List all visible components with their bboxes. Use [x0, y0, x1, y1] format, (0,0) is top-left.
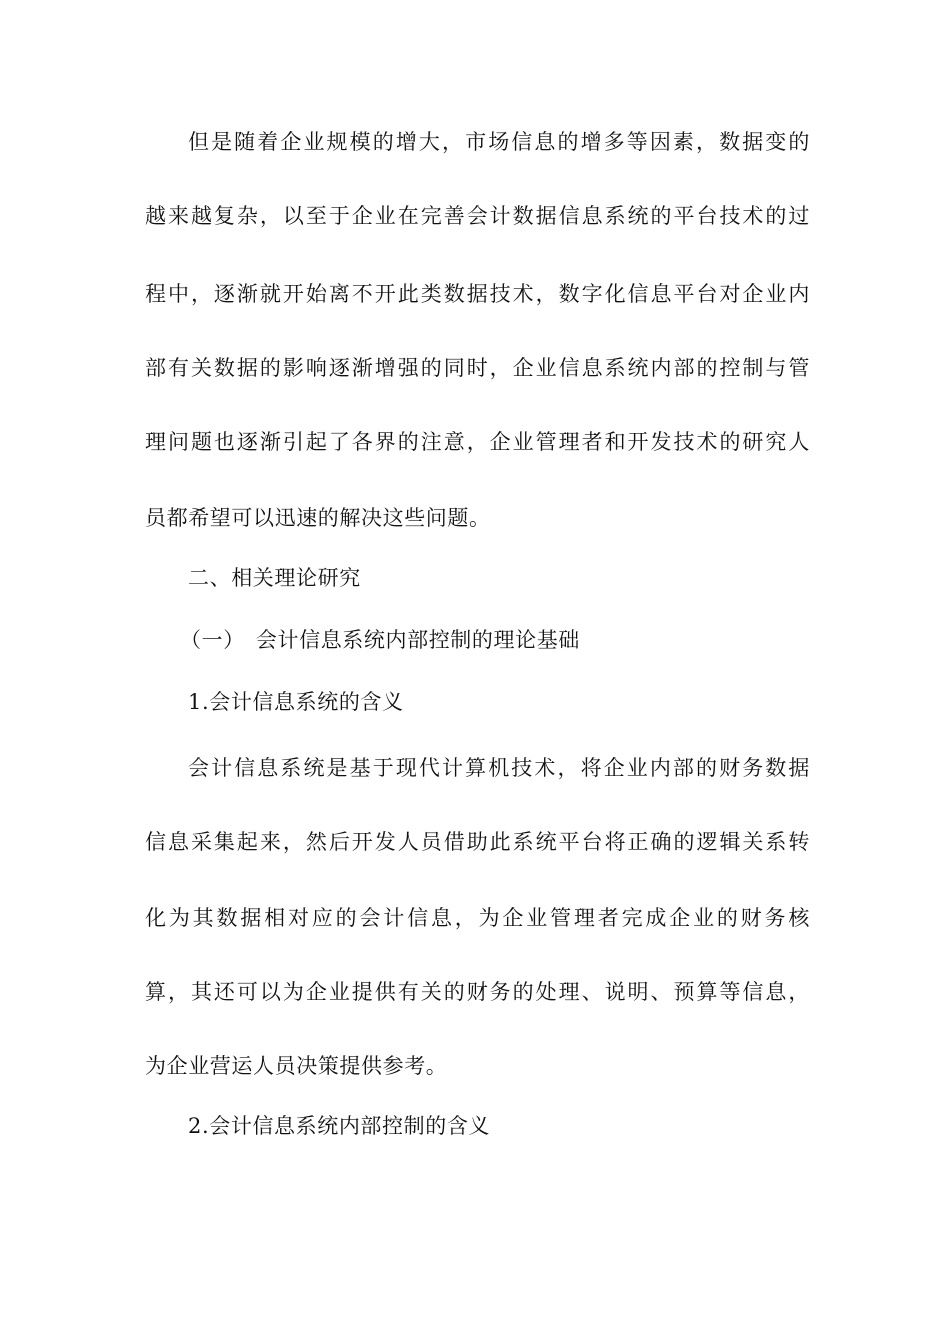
paragraph-1-line-1: 但是随着企业规模的增大，市场信息的增多等因素，数据变的	[188, 130, 810, 154]
item-heading-1: 1.会计信息系统的含义	[188, 690, 404, 714]
paragraph-1-line-4: 部有关数据的影响逐渐增强的同时，企业信息系统内部的控制与管	[145, 356, 810, 380]
paragraph-1-line-6: 员都希望可以迅速的解决这些问题。	[145, 506, 491, 530]
paragraph-1-line-2: 越来越复杂，以至于企业在完善会计数据信息系统的平台技术的过	[145, 204, 810, 228]
paragraph-2-line-5: 为企业营运人员决策提供参考。	[145, 1054, 448, 1078]
subsection-heading-1: （一） 会计信息系统内部控制的理论基础	[180, 628, 580, 652]
paragraph-1-line-5: 理问题也逐渐引起了各界的注意，企业管理者和开发技术的研究人	[145, 430, 810, 454]
paragraph-1-line-3: 程中，逐渐就开始离不开此类数据技术，数字化信息平台对企业内	[145, 282, 810, 306]
paragraph-2-line-1: 会计信息系统是基于现代计算机技术，将企业内部的财务数据	[188, 756, 810, 780]
paragraph-2-line-4: 算，其还可以为企业提供有关的财务的处理、说明、预算等信息，	[145, 980, 810, 1004]
item-heading-2: 2.会计信息系统内部控制的含义	[188, 1114, 491, 1138]
paragraph-2-line-2: 信息采集起来，然后开发人员借助此系统平台将正确的逻辑关系转	[145, 830, 810, 854]
paragraph-2-line-3: 化为其数据相对应的会计信息，为企业管理者完成企业的财务核	[145, 906, 810, 930]
section-heading-2: 二、相关理论研究	[188, 566, 361, 590]
